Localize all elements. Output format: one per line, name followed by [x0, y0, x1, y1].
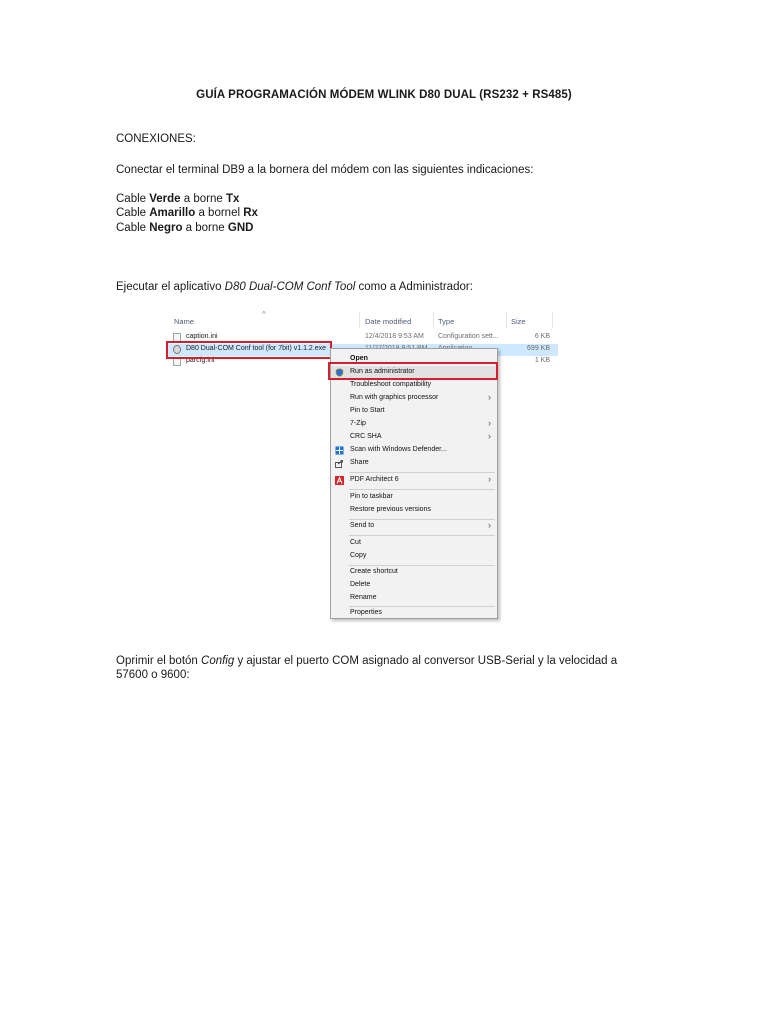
explorer-column-header [166, 310, 558, 330]
menu-separator [349, 489, 495, 490]
sort-arrow-icon: ^ [262, 310, 266, 319]
cable-color: Amarillo [149, 207, 196, 219]
menu-separator [349, 472, 495, 473]
file-size: 699 KB [527, 345, 550, 352]
explorer-screenshot [166, 310, 558, 622]
menu-item-pdf-architect[interactable]: PDF Architect 6 › [331, 474, 497, 487]
chevron-right-icon: › [488, 520, 491, 530]
menu-item-share[interactable]: Share [331, 457, 497, 470]
cable-mid: a borne [182, 222, 228, 234]
cable-pin: GND [227, 222, 254, 234]
execute-after: como a Administrador: [355, 281, 473, 293]
menu-item-cut[interactable]: Cut [350, 539, 361, 546]
menu-item-run-as-administrator[interactable]: Run as administrator [331, 366, 497, 379]
file-type: Configuration sett... [438, 333, 499, 340]
cable-color: Negro [149, 222, 183, 234]
column-type[interactable]: Type [438, 317, 455, 326]
menu-item-run-graphics[interactable]: Run with graphics processor › [350, 392, 491, 402]
file-highlight-box [166, 341, 332, 359]
file-name: parcfg.ini [186, 357, 215, 364]
execute-before: Ejecutar el aplicativo [116, 281, 225, 293]
chevron-right-icon: › [488, 392, 491, 402]
run-as-admin-highlight-box [328, 362, 498, 380]
chevron-right-icon: › [488, 474, 491, 484]
document-title: GUÍA PROGRAMACIÓN MÓDEM WLINK D80 DUAL (RS232 + RS485) [196, 89, 572, 101]
execute-app-name: D80 Dual-COM Conf Tool [224, 281, 356, 293]
cable-mid: a bornel [195, 207, 244, 219]
menu-item-pin-taskbar[interactable]: Pin to taskbar [350, 493, 393, 500]
file-name: D80 Dual-COM Conf tool (for 7bit) v1.1.2.exe [186, 345, 327, 352]
menu-item-pin-start[interactable]: Pin to Start [350, 407, 385, 414]
menu-item-create-shortcut[interactable]: Create shortcut [350, 568, 398, 575]
file-size: 6 KB [534, 333, 550, 340]
cable-prefix: Cable [116, 222, 150, 234]
cable-pin: Tx [225, 193, 240, 205]
cable-prefix: Cable [116, 193, 150, 205]
file-size: 1 KB [534, 357, 550, 364]
cable-line [116, 221, 253, 236]
execute-text [116, 280, 473, 295]
config-button-name: Config [201, 655, 235, 667]
cable-mid: a borne [180, 193, 226, 205]
menu-item-7zip[interactable]: 7-Zip › [350, 418, 491, 428]
menu-item-copy[interactable]: Copy [350, 552, 367, 559]
pdf-architect-icon [335, 476, 344, 485]
menu-item-defender[interactable]: Scan with Windows Defender... [331, 444, 497, 457]
column-date-modified[interactable]: Date modified [365, 317, 412, 326]
context-menu [330, 348, 498, 619]
defender-icon [335, 446, 344, 455]
menu-item-crc-sha[interactable]: CRC SHA › [350, 431, 491, 441]
cable-color: Verde [149, 193, 181, 205]
menu-item-delete[interactable]: Delete [350, 581, 371, 588]
config-before: Oprimir el botón [116, 655, 202, 667]
conexiones-heading: CONEXIONES: [116, 133, 196, 145]
menu-item-properties[interactable]: Properties [350, 609, 382, 616]
cable-pin: Rx [243, 207, 258, 219]
file-date: 12/4/2018 9:53 AM [365, 333, 424, 340]
intro-text: Conectar el terminal DB9 a la bornera del módem con las siguientes indicaciones: [116, 164, 534, 176]
cable-line [116, 206, 258, 221]
config-text-line2: 57600 o 9600: [116, 669, 190, 681]
column-size[interactable]: Size [511, 317, 526, 326]
menu-item-send-to[interactable]: Send to › [350, 520, 491, 530]
menu-item-restore-versions[interactable]: Restore previous versions [350, 506, 431, 513]
cable-prefix: Cable [116, 207, 150, 219]
config-text [116, 654, 617, 669]
menu-item-troubleshoot[interactable]: Troubleshoot compatibility [350, 381, 432, 388]
menu-separator [349, 535, 495, 536]
cable-line [116, 192, 239, 207]
share-icon [335, 459, 344, 468]
menu-item-open[interactable]: Open [350, 355, 368, 362]
column-name[interactable]: Name [174, 317, 195, 326]
chevron-right-icon: › [488, 431, 491, 441]
file-name: caption.ini [186, 333, 218, 340]
config-after: y ajustar el puerto COM asignado al conversor USB-Serial y la velocidad a [234, 655, 618, 667]
menu-item-rename[interactable]: Rename [350, 594, 377, 601]
chevron-right-icon: › [488, 418, 491, 428]
